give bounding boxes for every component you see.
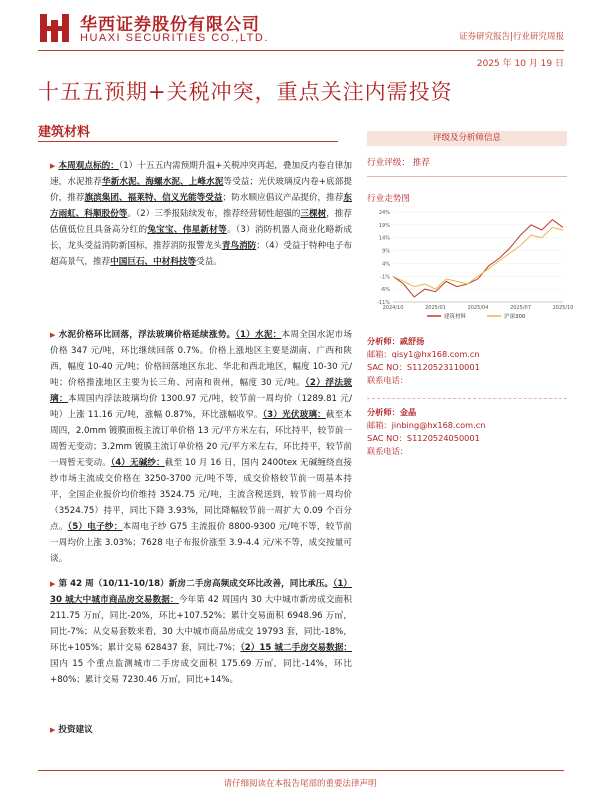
y-tick-label: -11% bbox=[377, 300, 390, 306]
body-text: 受益。 bbox=[196, 257, 222, 267]
analyst-divider bbox=[367, 398, 567, 399]
highlighted-text: 青鸟消防 bbox=[221, 241, 257, 251]
y-tick-label: 9% bbox=[382, 248, 390, 255]
sector-divider bbox=[38, 141, 338, 142]
y-tick-label: 14% bbox=[378, 235, 390, 242]
body-text: ；（4）受益于特种电子布超高景气，推荐 bbox=[50, 241, 352, 267]
analyst-email[interactable]: 邮箱：jinbing@hx168.com.cn bbox=[367, 420, 486, 430]
summary-paragraph-2 bbox=[50, 327, 352, 567]
analyst-title bbox=[367, 335, 567, 348]
summary-paragraph-4 bbox=[50, 722, 352, 738]
body-text: 本周全国水泥市场价格 347 元/吨，环比继续回落 0.7%。价格上涨地区主要是湖南、广西和陕西，幅度 10-40 元/吨；价格回落地区东北、华北和西北地区，幅度 10-30 元/吨；价格推涨地区主要为长三角、河南和贵州，幅度 30 元/吨。 bbox=[50, 330, 352, 388]
y-tick-label: 4% bbox=[382, 261, 390, 268]
highlighted-text: 东方雨虹、科顺股份等 bbox=[50, 193, 352, 219]
bold-text: 第 42 周（10/11-10/18）新房二手房高频成交环比改善，同比承压。 bbox=[58, 579, 334, 589]
x-tick-label: 2024/10 bbox=[382, 305, 404, 311]
rating-divider bbox=[367, 176, 567, 177]
body-text: （1）十五五内需预期升温+关税冲突再起，叠加反内卷自律加速，水泥推荐 bbox=[50, 161, 352, 187]
sector-label: 建筑材料 bbox=[38, 125, 91, 140]
huaxi-logo-icon bbox=[38, 12, 72, 44]
bullet-triangle-icon: ▶ bbox=[50, 580, 56, 588]
highlighted-text: 华新水泥、海螺水泥、上峰水泥 bbox=[102, 177, 224, 187]
series-line bbox=[393, 227, 563, 289]
y-tick-label: -1% bbox=[380, 274, 390, 281]
body-text: ；防水顺应倡议产品提价，推荐 bbox=[222, 193, 344, 203]
analyst-name: 金晶 bbox=[399, 407, 417, 417]
y-tick-label: 19% bbox=[378, 222, 390, 229]
analyst-phone: 联系电话： bbox=[367, 446, 408, 456]
analyst-name: 戚舒扬 bbox=[399, 336, 425, 346]
analyst-email[interactable]: 邮箱：qisy1@hx168.com.cn bbox=[367, 349, 480, 359]
highlighted-text: 中国巨石、中材科技等 bbox=[110, 257, 197, 267]
industry-rating bbox=[367, 156, 567, 168]
body-text: 本周电子纱 G75 主流报价 8800-9300 元/吨不等，较节前一周均价上涨 3.03%；7628 电子布报价涨至 3.9-4.4 元/米不等，成交按量可谈。 bbox=[50, 522, 352, 564]
body-text: 等受益；光伏玻璃反内卷+底部提价，推荐 bbox=[50, 177, 352, 203]
y-tick-label: 24% bbox=[378, 210, 390, 216]
sidebar-section-title: 评级及分析师信息 bbox=[367, 131, 567, 146]
body-text: ，推荐估值低位且具备高分红的 bbox=[50, 209, 352, 235]
x-tick-label: 2025/01 bbox=[425, 305, 446, 311]
analyst-role: 分析师： bbox=[367, 336, 400, 346]
summary-paragraph-3 bbox=[50, 576, 352, 688]
body-text: 截至 10 月 16 日，国内 2400tex 无碱缠绕直接纱市场主流成交价格在 3250-3700 元/吨不等，成交价格较节前一周基本持平，全国企业报价均价维持 3524.75 元/吨，主流含税送到，较节前一周均价（3524.75）持平，同比下降 3.93%，同比降幅较节前一周扩大 0.09 个百分点。 bbox=[50, 458, 352, 532]
body-text: 今年第 42 周国内 30 大中城市新房成交面积 211.75 万㎡，同比-20%，环比+107.52%；累计交易面积 6948.96 万㎡，同比-7%；从交易套数来看，30 大中城市商品房成交 19793 套，同比-18%，环比+105%；累计交易 628437 套，同比-7%； bbox=[50, 595, 352, 653]
legend-label: 建筑材料 bbox=[444, 314, 467, 320]
page-header bbox=[0, 0, 600, 60]
bullet-triangle-icon: ▶ bbox=[50, 726, 56, 734]
highlighted-text: （1）水泥： bbox=[235, 330, 282, 340]
summary-paragraph-1 bbox=[50, 158, 352, 270]
company-name-en: HUAXI SECURITIES CO.,LTD. bbox=[80, 32, 269, 44]
highlighted-text: （1）30 城大中城市商品房交易数据： bbox=[50, 579, 352, 605]
investment-advice-heading: 投资建议 bbox=[58, 725, 93, 735]
rating-value: 推荐 bbox=[412, 158, 430, 168]
x-tick-label: 2025/04 bbox=[467, 305, 489, 311]
analyst-card bbox=[367, 335, 567, 387]
highlighted-text: 三棵树 bbox=[300, 209, 327, 219]
report-title: 十五五预期+关税冲突，重点关注内需投资 bbox=[38, 80, 453, 104]
analyst-sac: SAC NO：S1120523110001 bbox=[367, 362, 480, 372]
body-text: 。（3）消防机器人商业化略新成长，龙头受益消防新国标，推荐消防报警龙头 bbox=[50, 225, 352, 251]
bold-text: 水泥价格环比回落，浮法玻璃价格延续涨势。 bbox=[58, 330, 236, 340]
legend-label: 沪深300 bbox=[504, 314, 526, 320]
highlighted-text: （2）15 城二手房交易数据： bbox=[240, 643, 352, 653]
report-type-tags: 证券研究报告|行业研究周报 bbox=[459, 32, 564, 42]
body-text: 。（2）三季报陆续发布，推荐经营韧性超强的 bbox=[127, 209, 301, 219]
body-text: 本周国内浮法玻璃均价 1300.97 元/吨，较节前一周均价（1289.81 元/吨）上涨 11.16 元/吨，涨幅 0.87%，环比涨幅收窄。 bbox=[50, 394, 352, 420]
bullet-triangle-icon: ▶ bbox=[50, 331, 56, 339]
analyst-sac: SAC NO：S1120524050001 bbox=[367, 433, 480, 443]
x-tick-label: 2025/10 bbox=[552, 305, 574, 311]
analyst-title bbox=[367, 406, 567, 419]
highlighted-text: （2）浮法玻璃： bbox=[50, 378, 353, 404]
highlighted-text: 旗滨集团、福莱特、信义光能等受益 bbox=[84, 193, 223, 203]
highlighted-text: 本周观点标的： bbox=[58, 161, 119, 171]
trend-chart-title: 行业走势图 bbox=[367, 194, 410, 204]
highlighted-text: （5）电子纱： bbox=[67, 522, 123, 532]
analyst-role: 分析师： bbox=[367, 407, 400, 417]
analyst-card bbox=[367, 406, 567, 458]
rating-label: 行业评级： bbox=[367, 158, 410, 168]
highlighted-text: （4）无碱纱： bbox=[110, 458, 165, 468]
highlighted-text: （3）光伏玻璃： bbox=[262, 410, 326, 420]
footer-divider bbox=[38, 770, 564, 771]
header-divider bbox=[38, 50, 564, 51]
analyst-phone: 联系电话： bbox=[367, 375, 408, 385]
body-text: 国内 15 个重点监测城市二手房成交面积 175.69 万㎡，同比-14%，环比+80%；累计交易 7230.46 万㎡，同比+14%。 bbox=[50, 659, 352, 685]
company-name-cn: 华西证券股份有限公司 bbox=[80, 15, 260, 35]
report-date: 2025 年 10 月 19 日 bbox=[476, 59, 564, 69]
y-tick-label: -6% bbox=[380, 287, 390, 294]
legal-notice: 请仔细阅读在本报告尾部的重要法律声明 bbox=[223, 779, 377, 789]
x-tick-label: 2025/07 bbox=[510, 305, 531, 311]
highlighted-text: 兔宝宝、伟星新材等 bbox=[147, 225, 227, 235]
body-text: 截至本周四，2.0mm 镀膜面板主流订单价格 13 元/平方米左右，环比持平，较节前一周暂无变动；3.2mm 镀膜主流订单价格 20 元/平方米左右，环比持平，较节前一周暂无变动。 bbox=[50, 410, 352, 468]
industry-trend-chart bbox=[367, 206, 574, 326]
bullet-triangle-icon: ▶ bbox=[50, 162, 56, 170]
